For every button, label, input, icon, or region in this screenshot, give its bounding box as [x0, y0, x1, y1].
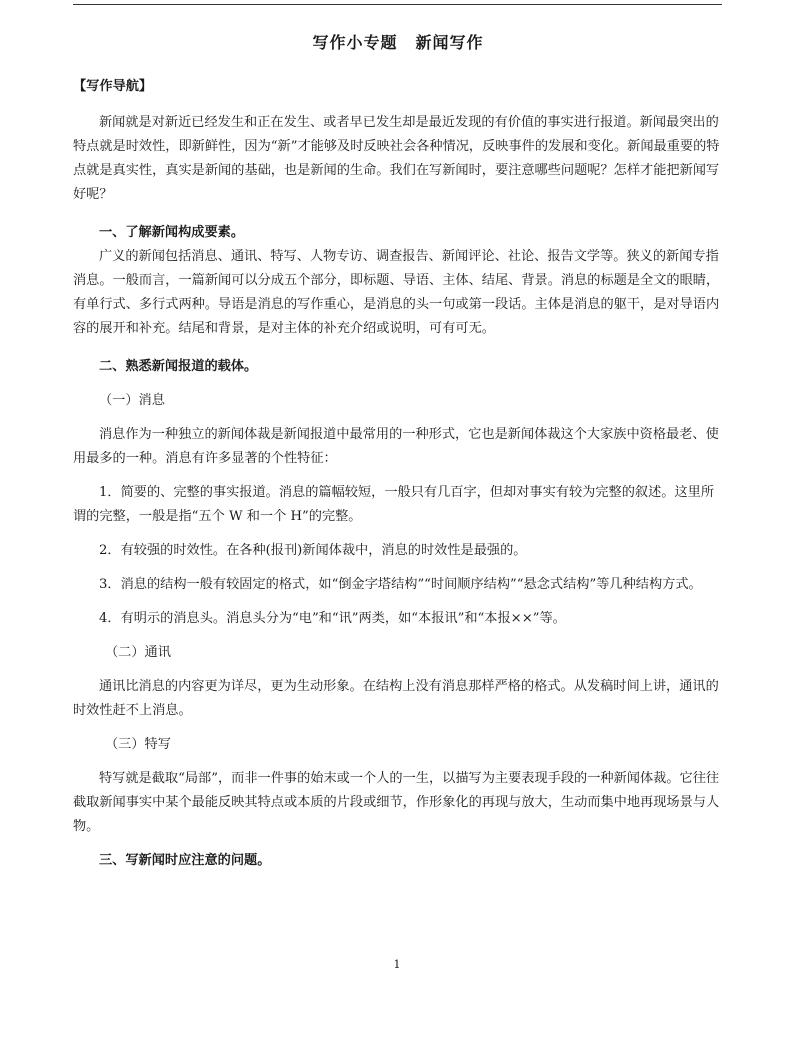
subsection-2-heading: （二）通讯: [105, 645, 171, 660]
section-1-heading: 一、了解新闻构成要素。: [99, 225, 245, 240]
document-body: [73, 30, 723, 873]
title-part-1: 写作小专题: [312, 33, 398, 52]
page-number: 1: [393, 958, 401, 971]
subsection-1-heading: （一）消息: [99, 393, 165, 408]
title-part-2: 新闻写作: [415, 33, 484, 52]
list-item-1: 1．简要的、完整的事实报道。消息的篇幅较短，一般只有几百字，但却对事实有较为完整的叙述。这里所谓的完整，一般是指“五个 W 和一个 H”的完整。: [73, 485, 715, 524]
subsection-3-heading: （三）特写: [105, 737, 171, 752]
intro-paragraph: 新闻就是对新近已经发生和正在发生、或者早已发生却是最近发现的有价值的事实进行报道。新闻最突出的特点就是时效性，即新鲜性，因为“新”才能够及时反映社会各种情况，反映事件的发展和变化。新闻最重要的特点就是真实性，真实是新闻的基础，也是新闻的生命。我们在写新闻时，要注意哪些问题呢？怎样才能把新闻写好呢？: [73, 115, 720, 202]
section-1-body: 广义的新闻包括消息、通讯、特写、人物专访、调查报告、新闻评论、社论、报告文学等。狭义的新闻专指消息。一般而言，一篇新闻可以分成五个部分，即标题、导语、主体、结尾、背景。消息的标题是全文的眼睛，有单行式、多行式两种。导语是消息的写作重心，是消息的头一句或第一段话。主体是消息的躯干，是对导语内容的展开和补充。结尾和背景，是对主体的补充介绍或说明，可有可无。: [73, 249, 720, 336]
list-item-3: 3．消息的结构一般有较固定的格式，如“倒金字塔结构”“时间顺序结构”“悬念式结构”等几种结构方式。: [99, 577, 702, 592]
subsection-1-body: 消息作为一种独立的新闻体裁是新闻报道中最常用的一种形式，它也是新闻体裁这个大家族中资格最老、使用最多的一种。消息有许多显著的个性特征：: [73, 427, 719, 466]
header-rule: [73, 4, 722, 5]
list-item-2: 2．有较强的时效性。在各种(报刊)新闻体裁中，消息的时效性是最强的。: [99, 543, 527, 558]
list-item-4: 4．有明示的消息头。消息头分为“电”和“讯”两类，如“本报讯”和“本报××”等。: [99, 611, 566, 626]
subsection-3-body: 特写就是截取“局部”，而非一件事的始末或一个人的一生，以描写为主要表现手段的一种新闻体裁。它往往截取新闻事实中某个最能反映其特点或本质的片段或细节，作形象化的再现与放大，生动而集中地再现场景与人物。: [73, 771, 720, 834]
section-3-heading: 三、写新闻时应注意的问题。: [99, 853, 271, 868]
nav-heading: 【写作导航】: [73, 79, 153, 94]
subsection-2-body: 通讯比消息的内容更为详尽，更为生动形象。在结构上没有消息那样严格的格式。从发稿时间上讲，通讯的时效性赶不上消息。: [73, 679, 719, 718]
page-title: [73, 30, 723, 53]
section-2-heading: 二、熟悉新闻报道的载体。: [99, 359, 258, 374]
